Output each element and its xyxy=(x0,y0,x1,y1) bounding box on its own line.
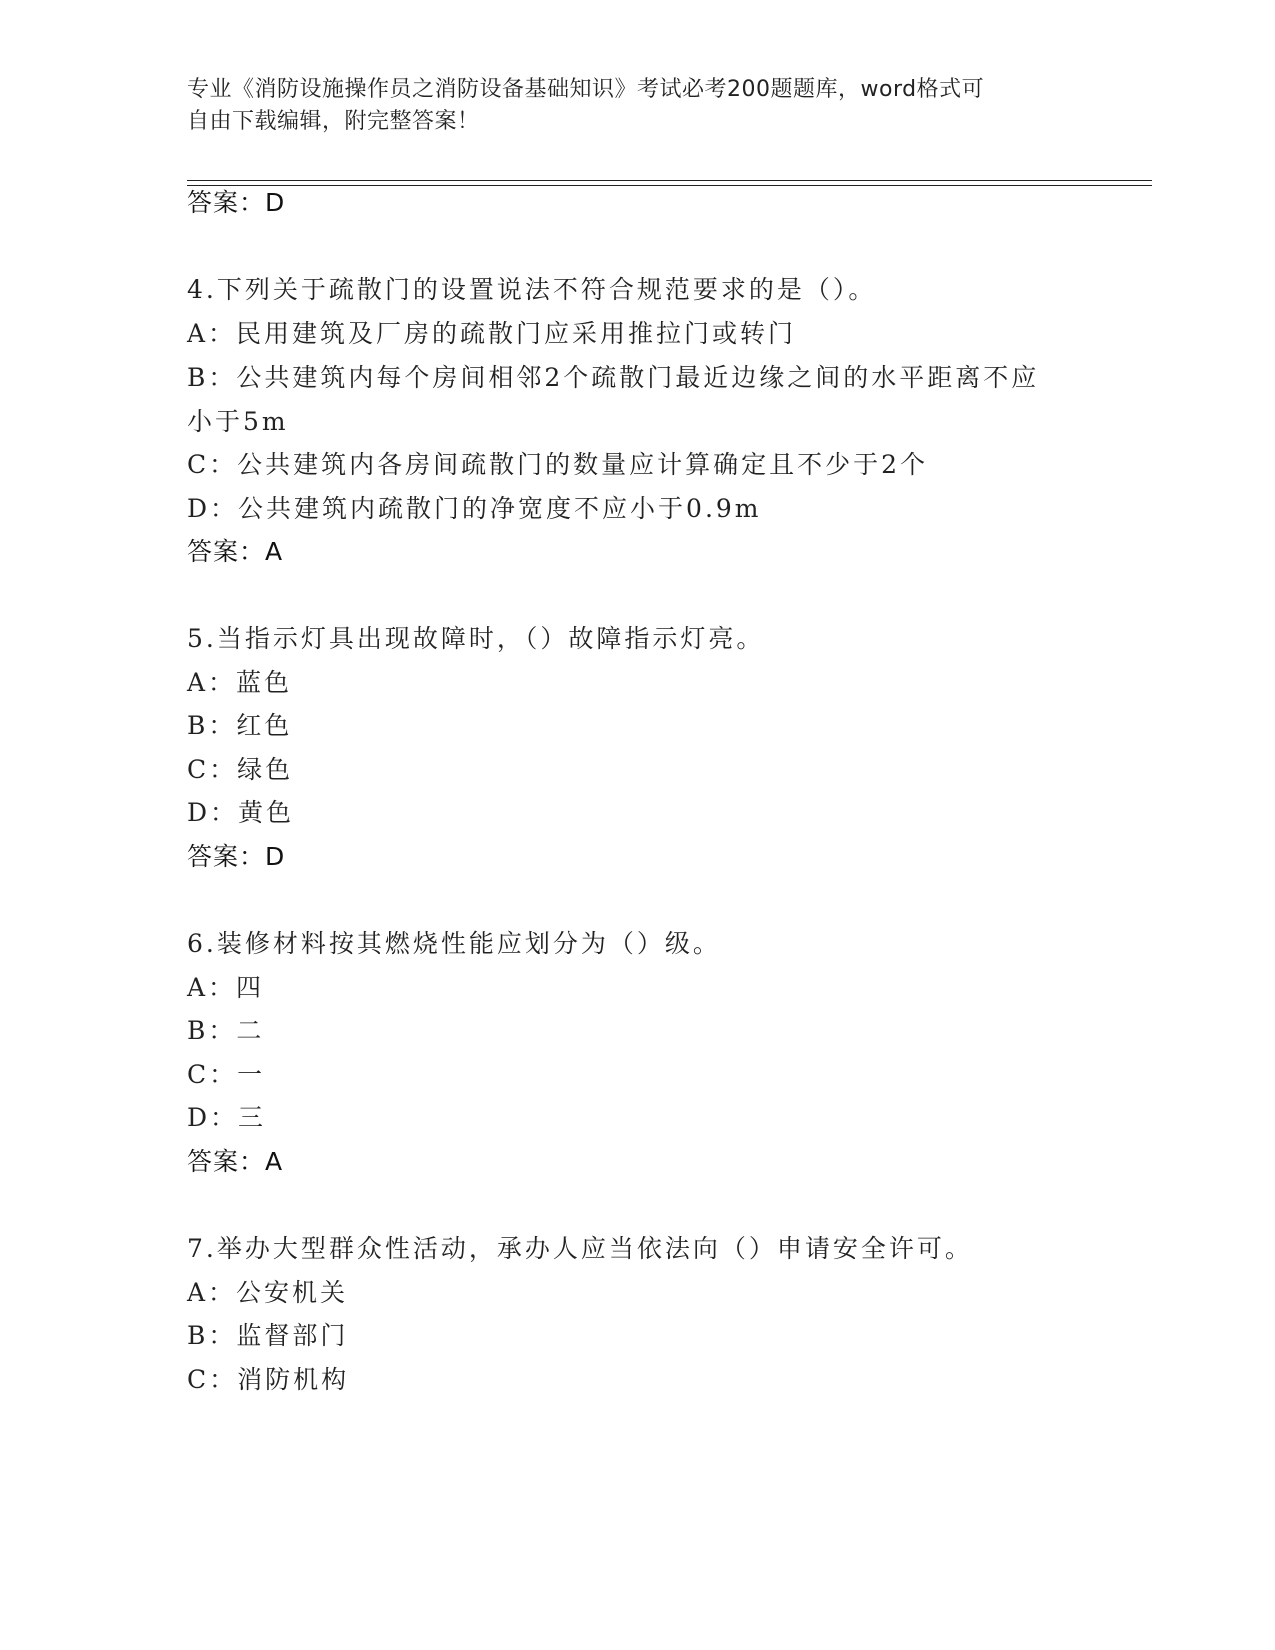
option-d: D：公共建筑内疏散门的净宽度不应小于0.9m xyxy=(187,494,762,523)
question-stem: 4.下列关于疏散门的设置说法不符合规范要求的是（）。 xyxy=(187,275,877,304)
option-a: A：四 xyxy=(187,973,265,1002)
answer-line: 答案：A xyxy=(187,537,284,566)
option-b: B：二 xyxy=(187,1016,265,1045)
option-d: D：黄色 xyxy=(187,798,295,827)
option-b: B：红色 xyxy=(187,711,293,740)
option-c: C：绿色 xyxy=(187,755,294,784)
header-divider-bottom xyxy=(187,185,1152,186)
option-a: A：民用建筑及厂房的疏散门应采用推拉门或转门 xyxy=(187,319,797,348)
header-divider-top xyxy=(187,180,1152,181)
answer-line: 答案：D xyxy=(187,842,286,871)
option-c: C：消防机构 xyxy=(187,1365,350,1394)
option-d: D：三 xyxy=(187,1103,267,1132)
answer-line: 答案：D xyxy=(187,188,286,217)
question-stem: 6.装修材料按其燃烧性能应划分为（）级。 xyxy=(187,929,721,958)
option-c: C：一 xyxy=(187,1060,266,1089)
option-a: A：公安机关 xyxy=(187,1278,349,1307)
option-b: B：公共建筑内每个房间相邻2个疏散门最近边缘之间的水平距离不应 xyxy=(187,363,1040,392)
answer-line: 答案：A xyxy=(187,1147,284,1176)
question-stem: 7.举办大型群众性活动，承办人应当依法向（）申请安全许可。 xyxy=(187,1234,973,1263)
option-b-continued: 小于5m xyxy=(187,407,289,436)
header-line-1: 专业《消防设施操作员之消防设备基础知识》考试必考200题题库，word格式可 xyxy=(187,77,985,102)
option-c: C：公共建筑内各房间疏散门的数量应计算确定且不少于2个 xyxy=(187,450,929,479)
option-b: B：监督部门 xyxy=(187,1321,349,1350)
option-a: A：蓝色 xyxy=(187,668,293,697)
header-line-2: 自由下载编辑，附完整答案！ xyxy=(187,109,480,134)
document-header xyxy=(187,74,1067,138)
question-stem: 5.当指示灯具出现故障时，（）故障指示灯亮。 xyxy=(187,624,765,653)
